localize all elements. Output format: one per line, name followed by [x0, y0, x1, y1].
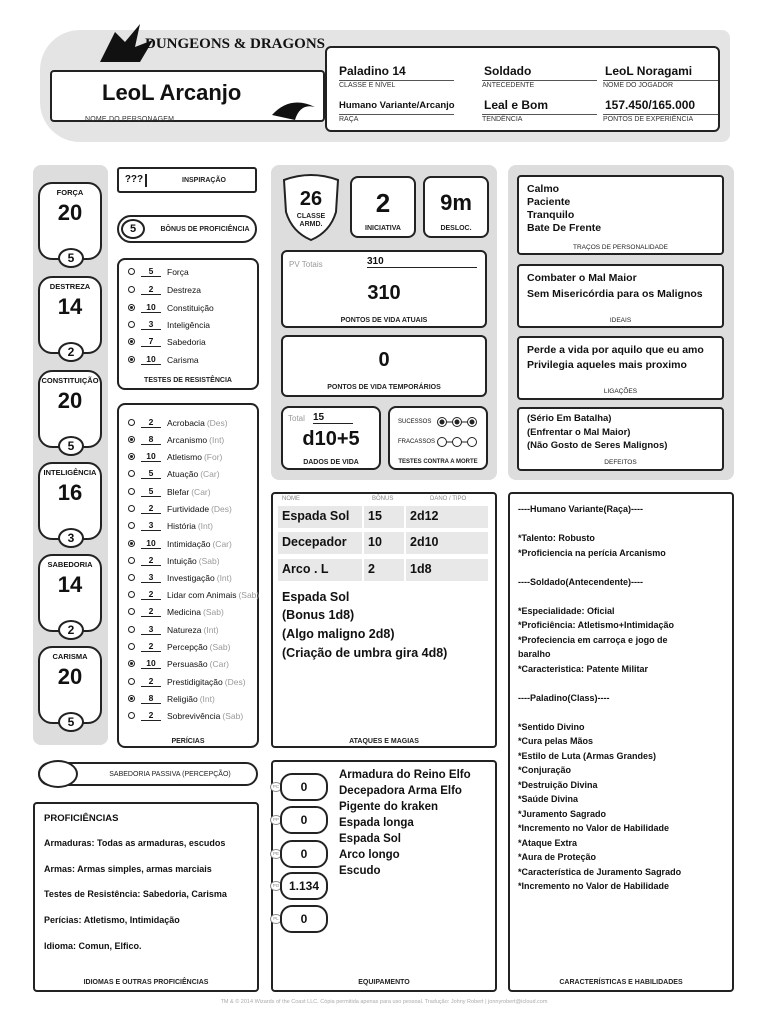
skill-value: 3 — [141, 572, 161, 583]
attack-bonus: 10 — [364, 532, 404, 554]
speed-label: DESLOC. — [440, 225, 472, 232]
skill-stat: (Int) — [216, 572, 232, 583]
skill-stat: (Sab) — [209, 641, 231, 652]
skill-row[interactable] — [128, 658, 229, 669]
experience[interactable]: 157.450/165.000 — [605, 98, 696, 112]
flaws-label: DEFEITOS — [604, 459, 637, 466]
proficiencies-label: IDIOMAS E OUTRAS PROFICIÊNCIAS — [83, 979, 209, 986]
feature-line: *Ataque Extra — [518, 837, 578, 848]
passive-wisdom-label: SABEDORIA PASSIVA (PERCEPÇÃO) — [109, 771, 231, 778]
attack-name: Decepador — [278, 532, 362, 554]
skill-value: 2 — [141, 710, 161, 721]
equipment-item: Arco longo — [339, 849, 400, 861]
save-value: 10 — [141, 302, 161, 313]
bond-line: Perde a vida por aquilo que eu amo — [527, 344, 704, 356]
alignment[interactable]: Leal e Bom — [484, 98, 549, 112]
skill-value: 3 — [141, 624, 161, 635]
attack-note: (Criação de umbra gira 4d8) — [282, 646, 448, 660]
equipment-item: Espada longa — [339, 817, 414, 829]
inspiration-box — [117, 167, 257, 193]
hit-dice-box — [281, 406, 381, 470]
initiative-label: INICIATIVA — [365, 225, 401, 232]
attr-wisdom — [38, 554, 102, 637]
skill-name: Atuação — [167, 468, 199, 479]
save-row[interactable] — [128, 319, 210, 330]
skill-name: História — [167, 520, 196, 531]
attack-name: Arco . L — [278, 559, 362, 581]
skill-stat: (Sab) — [238, 589, 260, 600]
attr-mod[interactable]: 5 — [58, 712, 84, 732]
skills-title: PERÍCIAS — [171, 738, 205, 745]
attr-name: INTELIGÊNCIA — [43, 468, 97, 477]
skill-name: Investigação — [167, 572, 215, 583]
save-row[interactable] — [128, 336, 206, 347]
attr-name: CONSTITUIÇÃO — [41, 376, 99, 385]
proficiency-dot[interactable] — [128, 660, 135, 667]
trait-line: Bate De Frente — [527, 222, 602, 234]
attack-note: (Bonus 1d8) — [282, 608, 355, 622]
proficiency-dot[interactable] — [128, 505, 135, 512]
attr-value[interactable]: 20 — [57, 388, 83, 413]
save-value: 3 — [141, 319, 161, 330]
proficiency-dot[interactable] — [128, 695, 135, 702]
proficiency-dot[interactable] — [128, 678, 135, 685]
coin-value: 1.134 — [280, 872, 328, 900]
save-value: 7 — [141, 336, 161, 347]
class-level[interactable]: Paladino 14 — [339, 64, 406, 78]
attr-strength — [38, 182, 102, 265]
background-label: ANTECEDENTE — [482, 80, 597, 89]
skill-name: Natureza — [167, 624, 202, 635]
save-row[interactable] — [128, 266, 189, 277]
ideal-line: Sem Misericórdia para os Malignos — [527, 288, 703, 300]
skill-row[interactable] — [128, 555, 220, 566]
proficiency-line: Armaduras: Todas as armaduras, escudos — [44, 838, 226, 848]
feature-line: *Estilo de Luta (Armas Grandes) — [518, 750, 657, 761]
proficiency-line: Armas: Armas simples, armas marciais — [44, 864, 212, 874]
attr-mod[interactable]: 5 — [58, 436, 84, 456]
proficiency-dot[interactable] — [128, 419, 135, 426]
skill-name: Arcanismo — [167, 434, 208, 445]
proficiency-dot[interactable] — [128, 643, 135, 650]
skill-name: Sobrevivência — [167, 710, 221, 721]
attr-value[interactable]: 14 — [57, 294, 83, 319]
logo-text: DUNGEONS & DRAGONS — [145, 36, 326, 52]
save-value: 2 — [141, 284, 161, 295]
skill-stat: (Car) — [212, 538, 232, 549]
skill-name: Lidar com Animais — [167, 589, 237, 600]
skill-name: Acrobacia — [167, 417, 205, 428]
skill-stat: (Sab) — [222, 710, 244, 721]
proficiency-label: BÔNUS DE PROFICIÊNCIA — [160, 226, 250, 233]
armor-class-label: CLASSE ARMD. — [296, 213, 326, 228]
skill-stat: (Des) — [224, 676, 246, 687]
skill-value: 2 — [141, 417, 161, 428]
skill-name: Persuasão — [167, 658, 208, 669]
feature-line: *Especialidade: Oficial — [518, 605, 615, 616]
coin-value: 0 — [280, 806, 328, 834]
attr-value[interactable]: 14 — [57, 572, 83, 597]
hit-dice-total[interactable]: 15 — [313, 412, 353, 424]
skill-name: Percepção — [167, 641, 208, 652]
passive-wisdom-box — [38, 762, 258, 786]
save-name: Destreza — [167, 284, 202, 295]
hp-max-value[interactable]: 310 — [367, 256, 477, 268]
feature-line: *Aura de Proteção — [518, 852, 597, 862]
equipment-label: EQUIPAMENTO — [358, 979, 410, 986]
attack-damage: 2d12 — [406, 506, 488, 528]
coin-label: PC — [270, 782, 282, 792]
dnd-logo — [95, 22, 335, 72]
attr-name: CARISMA — [52, 652, 88, 661]
proficiency-dot[interactable] — [128, 470, 135, 477]
save-row[interactable] — [128, 354, 199, 365]
feature-line: *Característica de Juramento Sagrado — [518, 866, 682, 877]
inspiration-label: INSPIRAÇÃO — [182, 177, 226, 184]
attr-value[interactable]: 16 — [57, 480, 83, 505]
skill-row[interactable] — [128, 503, 232, 514]
death-success-label: SUCESSOS — [398, 419, 432, 425]
feature-line: *Caracteristica: Patente Militar — [518, 663, 649, 674]
skill-row[interactable] — [128, 538, 232, 549]
proficiency-dot[interactable] — [128, 268, 135, 275]
skill-value: 10 — [141, 658, 161, 669]
attack-name: Espada Sol — [278, 506, 362, 528]
skill-value: 3 — [141, 520, 161, 531]
skill-stat: (For) — [203, 451, 223, 462]
skill-row[interactable] — [128, 434, 224, 445]
armor-class-value[interactable]: 26 — [299, 188, 323, 210]
skill-row[interactable] — [128, 676, 246, 687]
skill-row[interactable] — [128, 451, 222, 462]
passive-wisdom-value[interactable] — [38, 760, 78, 788]
proficiency-dot[interactable] — [128, 557, 135, 564]
skill-row[interactable] — [128, 589, 259, 600]
feature-line — [518, 560, 728, 575]
skill-stat: (Sab) — [198, 555, 220, 566]
save-value: 10 — [141, 354, 161, 365]
save-name: Força — [167, 266, 189, 277]
proficiency-dot[interactable] — [128, 574, 135, 581]
skill-stat: (Sab) — [203, 606, 224, 617]
proficiency-value[interactable]: 5 — [121, 219, 145, 239]
skill-row[interactable] — [128, 486, 211, 497]
experience-label: PONTOS DE EXPERIÊNCIA — [603, 114, 718, 123]
skill-row[interactable] — [128, 641, 230, 652]
attr-mod[interactable]: 2 — [58, 620, 84, 640]
attr-mod[interactable]: 5 — [58, 248, 84, 268]
save-name: Carisma — [167, 354, 199, 365]
hp-current-label: PONTOS DE VIDA ATUAIS — [340, 317, 428, 324]
skill-row[interactable] — [128, 693, 215, 704]
footer-copyright: TM & © 2014 Wizards of the Coast LLC. Cópia permitida apenas para uso pessoal. Tradução: Johny Robert | jonnyrobert@icloud.com — [220, 999, 548, 1005]
skill-stat: (Car) — [209, 658, 229, 669]
skill-row[interactable] — [128, 572, 232, 583]
feature-line: baralho — [518, 649, 551, 659]
skill-row[interactable] — [128, 710, 243, 721]
trait-line: Calmo — [527, 183, 560, 195]
hp-temp-box — [281, 335, 487, 397]
feature-line: *Talento: Robusto — [518, 533, 595, 543]
attr-name: DESTREZA — [49, 282, 91, 291]
proficiency-dot[interactable] — [128, 488, 135, 495]
character-name[interactable]: LeoL Arcanjo — [102, 80, 242, 105]
character-name-label: NOME DO PERSONAGEM — [85, 116, 175, 123]
death-saves-box — [388, 406, 488, 470]
death-success-checks-icon[interactable] — [436, 416, 480, 428]
feature-line: *Juramento Sagrado — [518, 808, 607, 819]
feature-line: ----Humano Variante(Raça)---- — [518, 504, 644, 514]
save-name: Sabedoria — [167, 336, 206, 347]
skill-value: 8 — [141, 693, 161, 704]
skill-value: 2 — [141, 606, 161, 617]
skill-stat: (Int) — [209, 434, 225, 445]
skill-stat: (Des) — [211, 503, 232, 514]
race[interactable]: Humano Variante/Arcanjo — [339, 100, 455, 111]
flaw-line: (Enfrentar o Mal Maior) — [527, 427, 631, 438]
background[interactable]: Soldado — [484, 64, 532, 78]
skill-name: Furtividade — [167, 503, 210, 514]
skill-name: Prestidigitação — [167, 676, 223, 687]
proficiency-dot[interactable] — [128, 338, 135, 345]
save-name: Inteligência — [167, 319, 211, 330]
skill-name: Atletismo — [167, 451, 202, 462]
skill-value: 8 — [141, 434, 161, 445]
skill-value: 2 — [141, 641, 161, 652]
save-row[interactable] — [128, 302, 214, 313]
feature-line — [518, 589, 728, 604]
hp-temp-label: PONTOS DE VIDA TEMPORÁRIOS — [327, 384, 441, 391]
equipment-item: Decepadora Arma Elfo — [339, 785, 462, 797]
skill-stat: (Int) — [197, 520, 213, 531]
hit-dice-total-label: Total — [288, 414, 305, 423]
character-info-box — [325, 46, 720, 132]
feature-line: *Profeciencia em carroça e jogo de — [518, 634, 668, 645]
feature-line: *Destruição Divina — [518, 779, 598, 790]
proficiency-dot[interactable] — [128, 304, 135, 311]
feature-line — [518, 705, 728, 720]
equipment-item: Espada Sol — [339, 833, 401, 845]
bonds-label: LIGAÇÕES — [603, 388, 638, 395]
skill-row[interactable] — [128, 520, 213, 531]
equipment-item: Armadura do Reino Elfo — [339, 769, 471, 781]
skill-value: 10 — [141, 451, 161, 462]
proficiency-dot[interactable] — [128, 522, 135, 529]
attack-bonus: 2 — [364, 559, 404, 581]
skill-name: Religião — [167, 693, 198, 704]
feature-line: *Cura pelas Mãos — [518, 736, 594, 746]
trait-line: Paciente — [527, 196, 571, 208]
skill-stat: (Car) — [191, 486, 211, 497]
death-fail-checks-icon[interactable] — [436, 436, 480, 448]
coin-pl[interactable] — [270, 905, 330, 933]
attacks-col-name: NOME — [282, 496, 300, 502]
equipment-item: Pigente do kraken — [339, 801, 439, 813]
feature-line: ----Paladino(Class)---- — [518, 692, 610, 703]
attack-note: (Algo maligno 2d8) — [282, 627, 395, 641]
attack-bonus: 15 — [364, 506, 404, 528]
ideal-line: Combater o Mal Maior — [527, 272, 637, 284]
death-fail-label: FRACASSOS — [398, 439, 436, 445]
feature-line: ----Soldado(Antecendente)---- — [518, 576, 643, 587]
proficiency-dot[interactable] — [128, 356, 135, 363]
proficiencies-title: PROFICIÊNCIAS — [44, 813, 119, 824]
skill-stat: (Int) — [203, 624, 219, 635]
attacks-col-bonus: BÔNUS — [372, 496, 394, 502]
proficiency-box — [117, 215, 257, 243]
skill-name: Blefar — [167, 486, 190, 497]
attr-dexterity — [38, 276, 102, 359]
hp-current-value[interactable]: 310 — [367, 282, 401, 304]
attr-value[interactable]: 20 — [57, 200, 83, 225]
coin-label: PL — [270, 914, 282, 924]
coin-label: PO — [270, 881, 282, 891]
skill-stat: (Int) — [199, 693, 215, 704]
attack-damage: 2d10 — [406, 532, 488, 554]
proficiency-line: Idioma: Comun, Elfico. — [44, 941, 142, 951]
hit-dice-value[interactable]: d10+5 — [302, 428, 360, 450]
proficiency-dot[interactable] — [128, 453, 135, 460]
coin-pe[interactable] — [270, 840, 330, 868]
attr-name: FORÇA — [56, 188, 84, 197]
skill-value: 10 — [141, 538, 161, 549]
dragon-tail-icon — [270, 95, 320, 125]
feature-line: *Proficiencia na perícia Arcanismo — [518, 547, 666, 558]
attr-name: SABEDORIA — [47, 560, 93, 569]
inspiration-value[interactable]: ??? — [123, 174, 147, 187]
proficiency-dot[interactable] — [128, 591, 135, 598]
save-row[interactable] — [128, 284, 201, 295]
feature-line — [518, 676, 728, 691]
skill-row[interactable] — [128, 468, 220, 479]
feature-line: *Incremento no Valor de Habilidade — [518, 823, 670, 833]
hp-temp-value[interactable]: 0 — [378, 349, 390, 371]
attacks-label: ATAQUES E MAGIAS — [349, 738, 419, 745]
coin-value: 0 — [280, 773, 328, 801]
player-name-label: NOME DO JOGADOR — [603, 80, 718, 89]
proficiency-dot[interactable] — [128, 286, 135, 293]
attr-mod[interactable]: 2 — [58, 342, 84, 362]
proficiency-dot[interactable] — [128, 540, 135, 547]
proficiency-dot[interactable] — [128, 436, 135, 443]
feature-line: *Conjuração — [518, 765, 572, 775]
proficiency-line: Perícias: Atletismo, Intimidação — [44, 915, 180, 925]
saving-throws-title: TESTES DE RESISTÊNCIA — [144, 377, 232, 384]
skill-value: 5 — [141, 468, 161, 479]
feature-line — [518, 517, 728, 532]
initiative-value[interactable]: 2 — [375, 188, 391, 218]
hit-dice-label: DADOS DE VIDA — [303, 459, 359, 466]
class-level-label: CLASSE E NÍVEL — [339, 80, 454, 89]
features-text — [518, 502, 728, 894]
skill-name: Intimidação — [167, 538, 211, 549]
coin-value: 0 — [280, 905, 328, 933]
feature-line: *Incremento no Valor de Habilidade — [518, 881, 670, 891]
skill-row[interactable] — [128, 624, 219, 635]
coin-value: 0 — [280, 840, 328, 868]
proficiency-dot[interactable] — [128, 608, 135, 615]
save-value: 5 — [141, 266, 161, 277]
coin-label: PP — [270, 815, 282, 825]
proficiency-dot[interactable] — [128, 712, 135, 719]
attr-mod[interactable]: 3 — [58, 528, 84, 548]
feature-line: *Proficiência: Atletismo+Intimidação — [518, 620, 674, 630]
skill-stat: (Car) — [200, 468, 220, 479]
speed-value[interactable]: 9m — [440, 190, 472, 215]
ideals-label: IDEAIS — [609, 317, 632, 324]
skill-name: Intuição — [167, 555, 197, 566]
proficiency-dot[interactable] — [128, 321, 135, 328]
traits-label: TRAÇOS DE PERSONALIDADE — [573, 244, 668, 251]
initiative-box — [350, 176, 416, 238]
save-name: Constituição — [167, 302, 214, 313]
skill-value: 2 — [141, 589, 161, 600]
attr-intelligence — [38, 462, 102, 545]
player-name[interactable]: LeoL Noragami — [605, 64, 693, 78]
bond-line: Privilegia aqueles mais proximo — [527, 359, 687, 371]
attack-damage: 1d8 — [406, 559, 488, 581]
proficiency-line: Testes de Resistência: Sabedoria, Carisma — [44, 889, 227, 899]
features-label: CARACTERÍSTICAS E HABILIDADES — [559, 979, 683, 986]
coin-pc[interactable] — [270, 773, 330, 801]
attr-charisma — [38, 646, 102, 729]
alignment-label: TENDÊNCIA — [482, 114, 597, 123]
skill-value: 5 — [141, 486, 161, 497]
skill-row[interactable] — [128, 606, 224, 617]
speed-box — [423, 176, 489, 238]
skill-name: Medicina — [167, 606, 202, 617]
skill-row[interactable] — [128, 417, 228, 428]
death-saves-label: TESTES CONTRA A MORTE — [398, 459, 478, 465]
equipment-item: Escudo — [339, 865, 381, 877]
proficiency-dot[interactable] — [128, 626, 135, 633]
feature-line: *Saúde Divina — [518, 794, 579, 804]
trait-line: Tranquilo — [527, 209, 575, 221]
flaw-line: (Sério Em Batalha) — [527, 413, 612, 424]
attr-value[interactable]: 20 — [57, 664, 83, 689]
hp-current-box — [281, 250, 487, 328]
coin-po[interactable] — [270, 872, 330, 900]
skill-value: 2 — [141, 676, 161, 687]
skill-value: 2 — [141, 555, 161, 566]
attack-note: Espada Sol — [282, 590, 350, 604]
skill-stat: (Des) — [206, 417, 228, 428]
flaw-line: (Não Gosto de Seres Malignos) — [527, 440, 668, 451]
attack-row[interactable] — [278, 559, 490, 581]
race-label: RAÇA — [339, 114, 454, 123]
attack-row[interactable] — [278, 532, 490, 554]
attr-constitution — [38, 370, 102, 453]
attack-row[interactable] — [278, 506, 490, 528]
attacks-col-damage: DANO / TIPO — [430, 496, 467, 502]
feature-line: *Sentido Divino — [518, 721, 585, 732]
coin-pp[interactable] — [270, 806, 330, 834]
hp-max-label: PV Totais — [289, 260, 323, 269]
skill-value: 2 — [141, 503, 161, 514]
coin-label: PE — [270, 849, 282, 859]
